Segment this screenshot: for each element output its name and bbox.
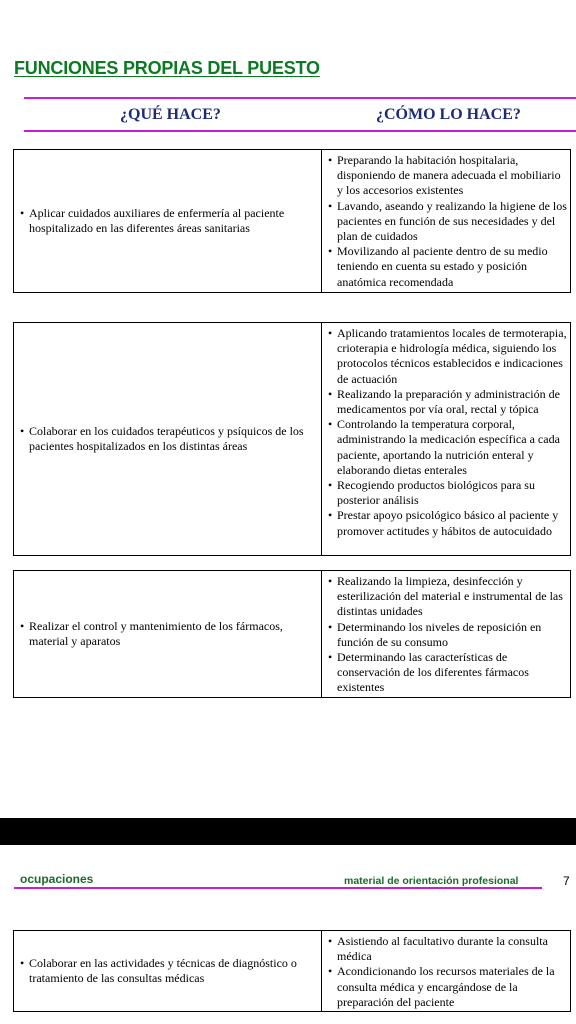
list-item: • Aplicando tratamientos locales de termoterapia, crioterapia e hidrología médica, siguiendo los protocolos técnicos establecidos e indicaciones de actuación: [328, 326, 568, 387]
footer-brand: ocupaciones: [20, 872, 94, 886]
list-item: • Asistiendo al facultativo durante la consulta médica: [328, 934, 568, 964]
how-cell: [322, 323, 570, 555]
bullet-icon: [20, 424, 29, 438]
what-cell: [14, 571, 322, 697]
footer-rule: [14, 887, 542, 889]
how-cell: [322, 150, 570, 292]
page-break-band: [0, 818, 576, 845]
what-text: Colaborar en las actividades y técnicas de diagnóstico o tratamiento de las consultas médicas: [29, 956, 297, 985]
table-row: [13, 570, 571, 698]
what-text: Realizar el control y mantenimiento de los fármacos, material y aparatos: [29, 619, 283, 648]
how-cell: [322, 931, 570, 1011]
bullet-icon: [20, 956, 29, 970]
list-item: • Determinando los niveles de reposición en función de su consumo: [328, 620, 568, 650]
bullet-icon: [20, 206, 29, 220]
table-row: [13, 149, 571, 293]
list-item: • Controlando la temperatura corporal, administrando la medicación específica a cada paciente, aportando la nutrición enteral y elaborando dietas enterales: [328, 417, 568, 478]
what-cell: [14, 150, 322, 292]
bullet-icon: [20, 619, 29, 633]
what-text: Aplicar cuidados auxiliares de enfermería al paciente hospitalizado en las diferentes áreas sanitarias: [29, 206, 285, 235]
list-item: • Preparando la habitación hospitalaria, disponiendo de manera adecuada el mobiliario y los accesorios existentes: [328, 153, 568, 199]
what-cell: [14, 931, 322, 1011]
list-item: • Determinando las características de conservación de los diferentes fármacos existentes: [328, 650, 568, 696]
list-item: • Realizando la preparación y administración de medicamentos por vía oral, rectal y tópica: [328, 387, 568, 417]
list-item: • Recogiendo productos biológicos para su posterior análisis: [328, 478, 568, 508]
table-row: [13, 322, 571, 556]
what-cell: [14, 323, 322, 555]
column-header-how: ¿CÓMO LO HACE?: [376, 106, 521, 123]
list-item: • Lavando, aseando y realizando la higiene de los pacientes en función de sus necesidades y del plan de cuidados: [328, 199, 568, 245]
header-top-rule: [24, 97, 576, 99]
what-text: Colaborar en los cuidados terapéuticos y psíquicos de los pacientes hospitalizados en los distintas áreas: [29, 424, 304, 453]
header-bottom-rule: [24, 130, 576, 132]
list-item: • Acondicionando los recursos materiales de la consulta médica y encargándose de la preparación del paciente: [328, 964, 568, 1010]
table-row: [13, 930, 571, 1012]
list-item: • Realizando la limpieza, desinfección y esterilización del material e instrumental de las distintas unidades: [328, 574, 568, 620]
how-cell: [322, 571, 570, 697]
list-item: • Movilizando al paciente dentro de su medio teniendo en cuenta su estado y posición anatómica recomendada: [328, 244, 568, 290]
list-item: • Prestar apoyo psicológico básico al paciente y promover actitudes y hábitos de autocuidado: [328, 508, 568, 538]
section-title: FUNCIONES PROPIAS DEL PUESTO: [14, 58, 320, 78]
footer-subtitle: material de orientación profesional: [344, 875, 519, 887]
column-header-what: ¿QUÉ HACE?: [120, 106, 221, 123]
page-number: 7: [563, 874, 570, 888]
